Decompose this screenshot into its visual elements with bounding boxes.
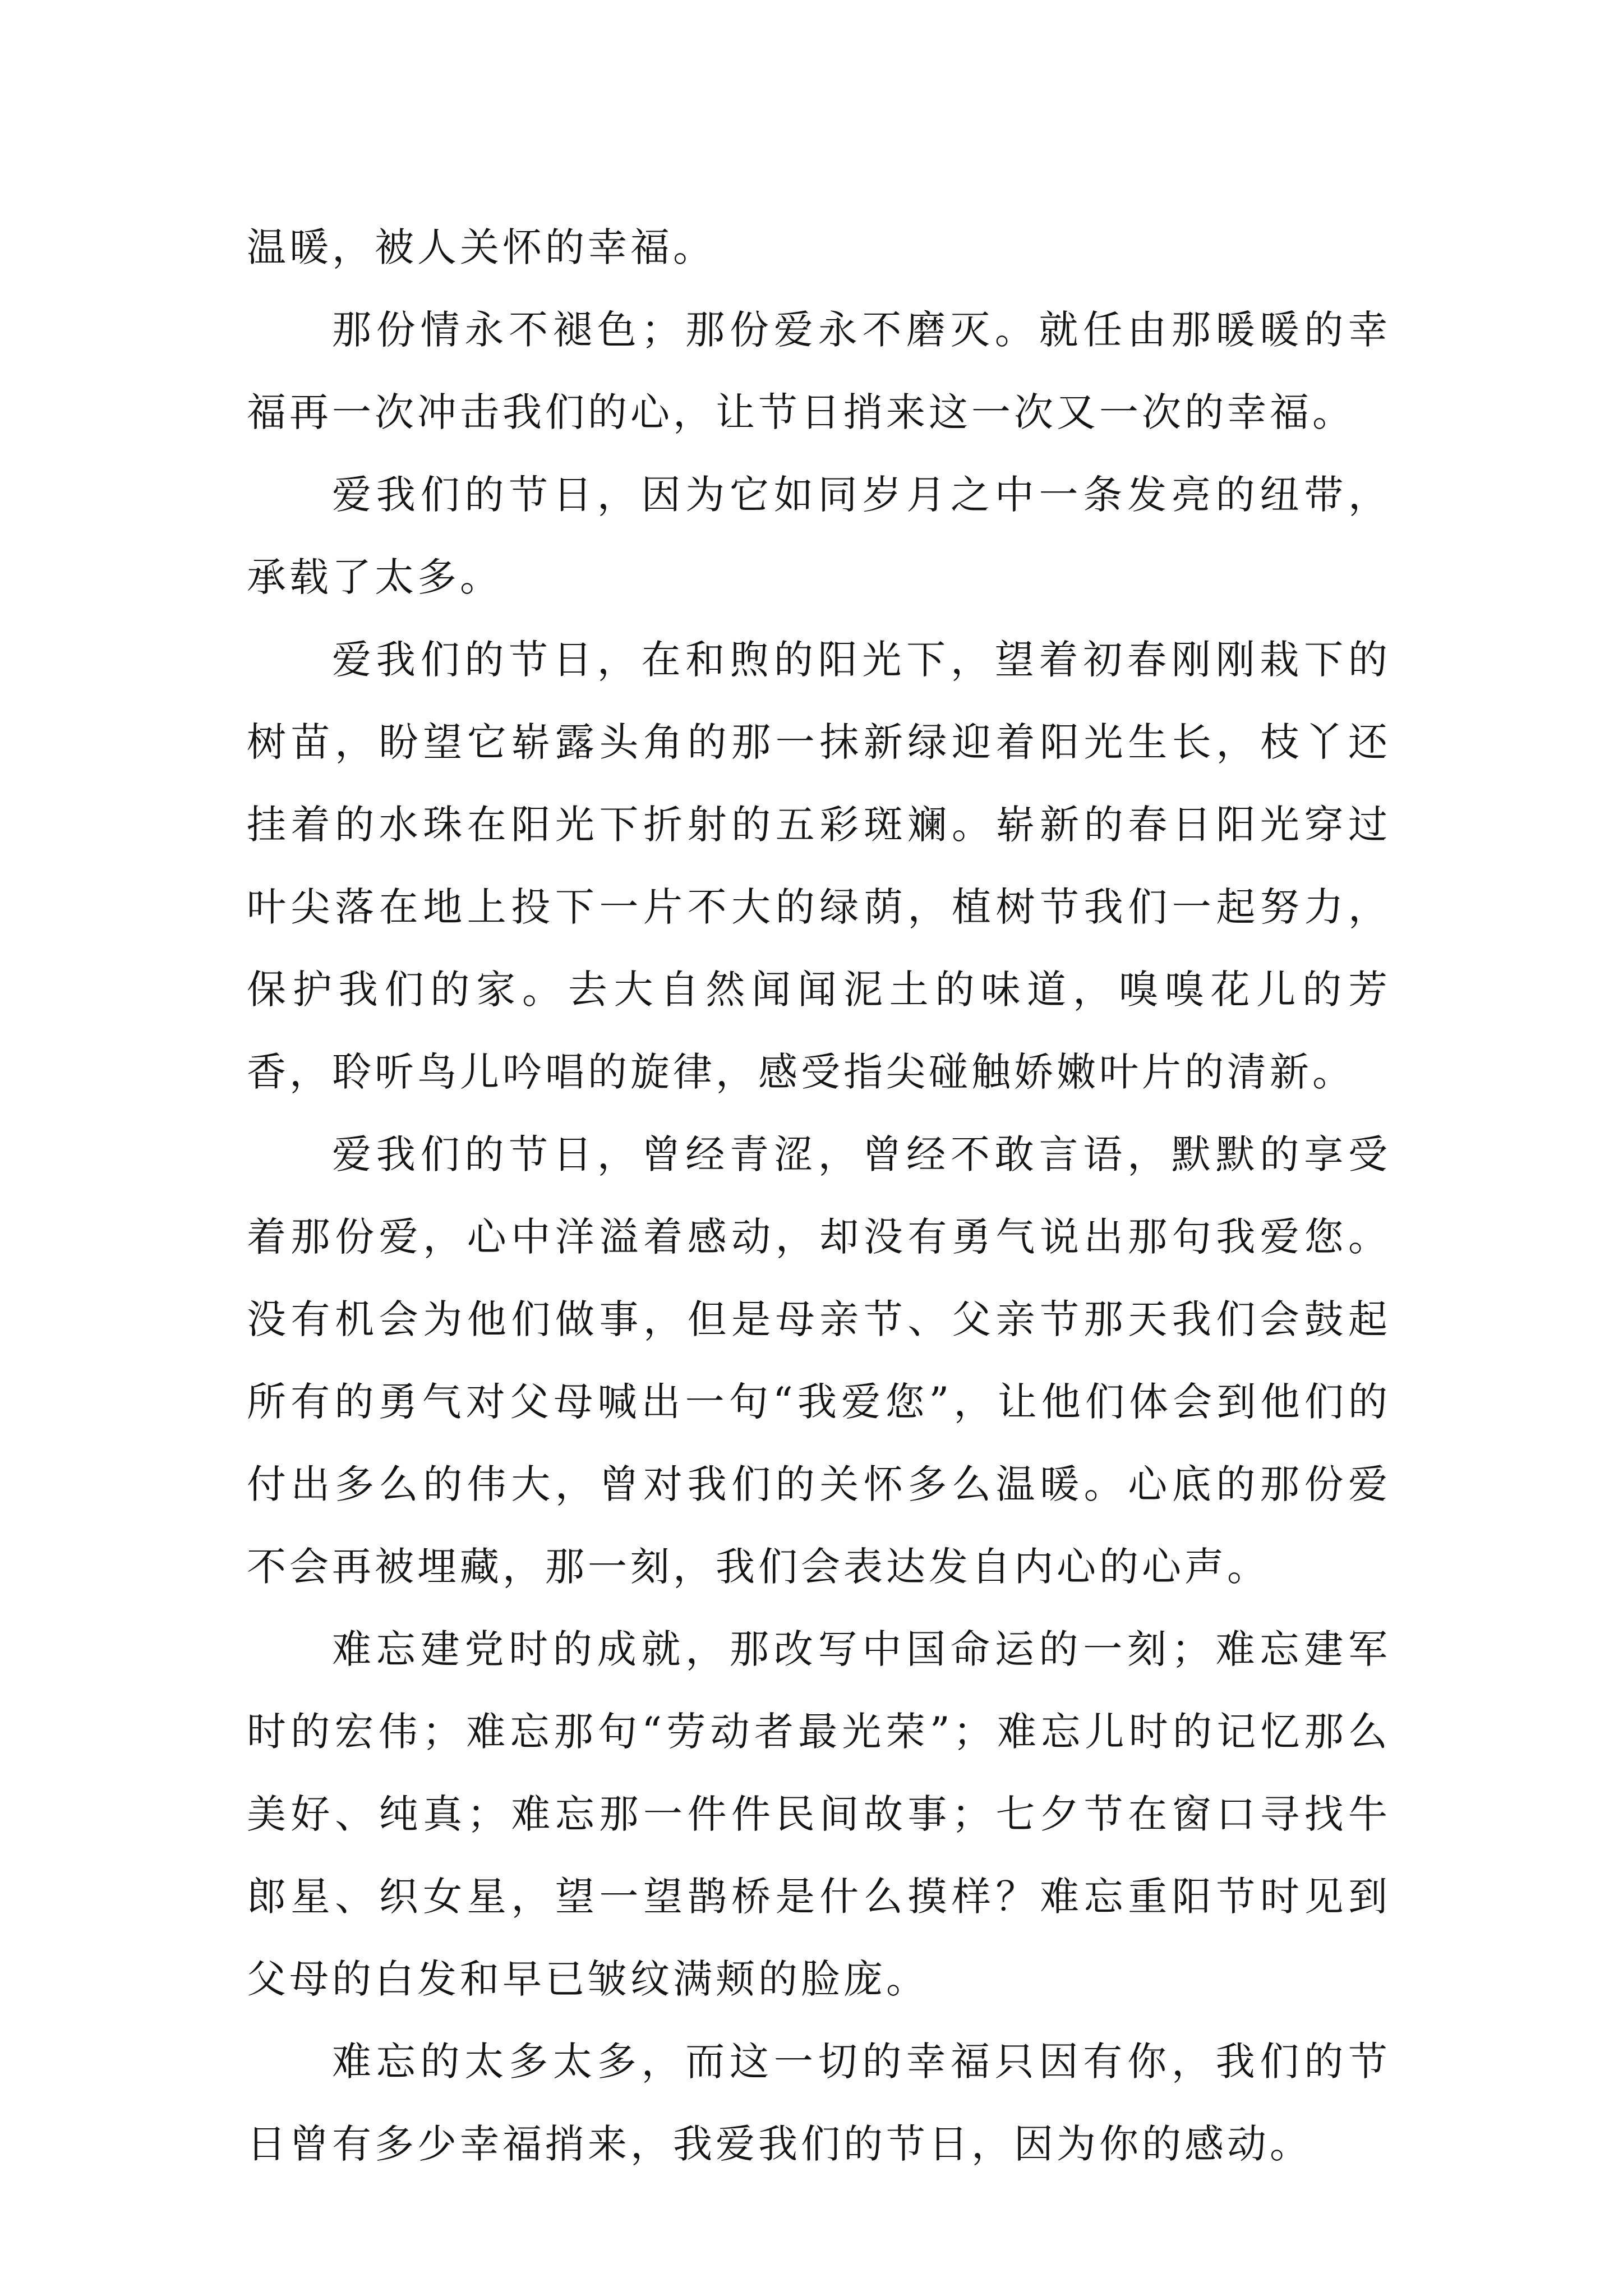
document-body bbox=[247, 206, 1391, 2185]
paragraph: 难忘建党时的成就，那改写中国命运的一刻；难忘建军时的宏伟；难忘那句“劳动者最光荣”；难忘儿时的记忆那么美好、纯真；难忘那一件件民间故事；七夕节在窗口寻找牛郎星、织女星，望一望鹊桥是什么摸样？难忘重阳节时见到父母的白发和早已皱纹满颊的脸庞。 bbox=[247, 1626, 1391, 2002]
paragraph: 爱我们的节日，在和煦的阳光下，望着初春刚刚栽下的树苗，盼望它崭露头角的那一抹新绿迎着阳光生长，枝丫还挂着的水珠在阳光下折射的五彩斑斓。崭新的春日阳光穿过叶尖落在地上投下一片不大的绿荫，植树节我们一起努力，保护我们的家。去大自然闻闻泥土的味道，嗅嗅花儿的芳香，聆听鸟儿吟唱的旋律，感受指尖碰触娇嫩叶片的清新。 bbox=[247, 637, 1391, 1095]
paragraph: 爱我们的节日，因为它如同岁月之中一条发亮的纽带，承载了太多。 bbox=[247, 472, 1391, 600]
paragraph: 那份情永不褪色；那份爱永不磨灭。就任由那暖暖的幸福再一次冲击我们的心，让节日捎来这一次又一次的幸福。 bbox=[247, 307, 1391, 435]
paragraph: 难忘的太多太多，而这一切的幸福只因有你，我们的节日曾有多少幸福捎来，我爱我们的节日，因为你的感动。 bbox=[247, 2039, 1391, 2167]
paragraph: 爱我们的节日，曾经青涩，曾经不敢言语，默默的享受着那份爱，心中洋溢着感动，却没有勇气说出那句我爱您。没有机会为他们做事，但是母亲节、父亲节那天我们会鼓起所有的勇气对父母喊出一句“我爱您”，让他们体会到他们的付出多么的伟大，曾对我们的关怀多么温暖。心底的那份爱不会再被埋藏，那一刻，我们会表达发自内心的心声。 bbox=[247, 1131, 1391, 1590]
paragraph-continuation: 温暖，被人关怀的幸福。 bbox=[247, 224, 716, 270]
